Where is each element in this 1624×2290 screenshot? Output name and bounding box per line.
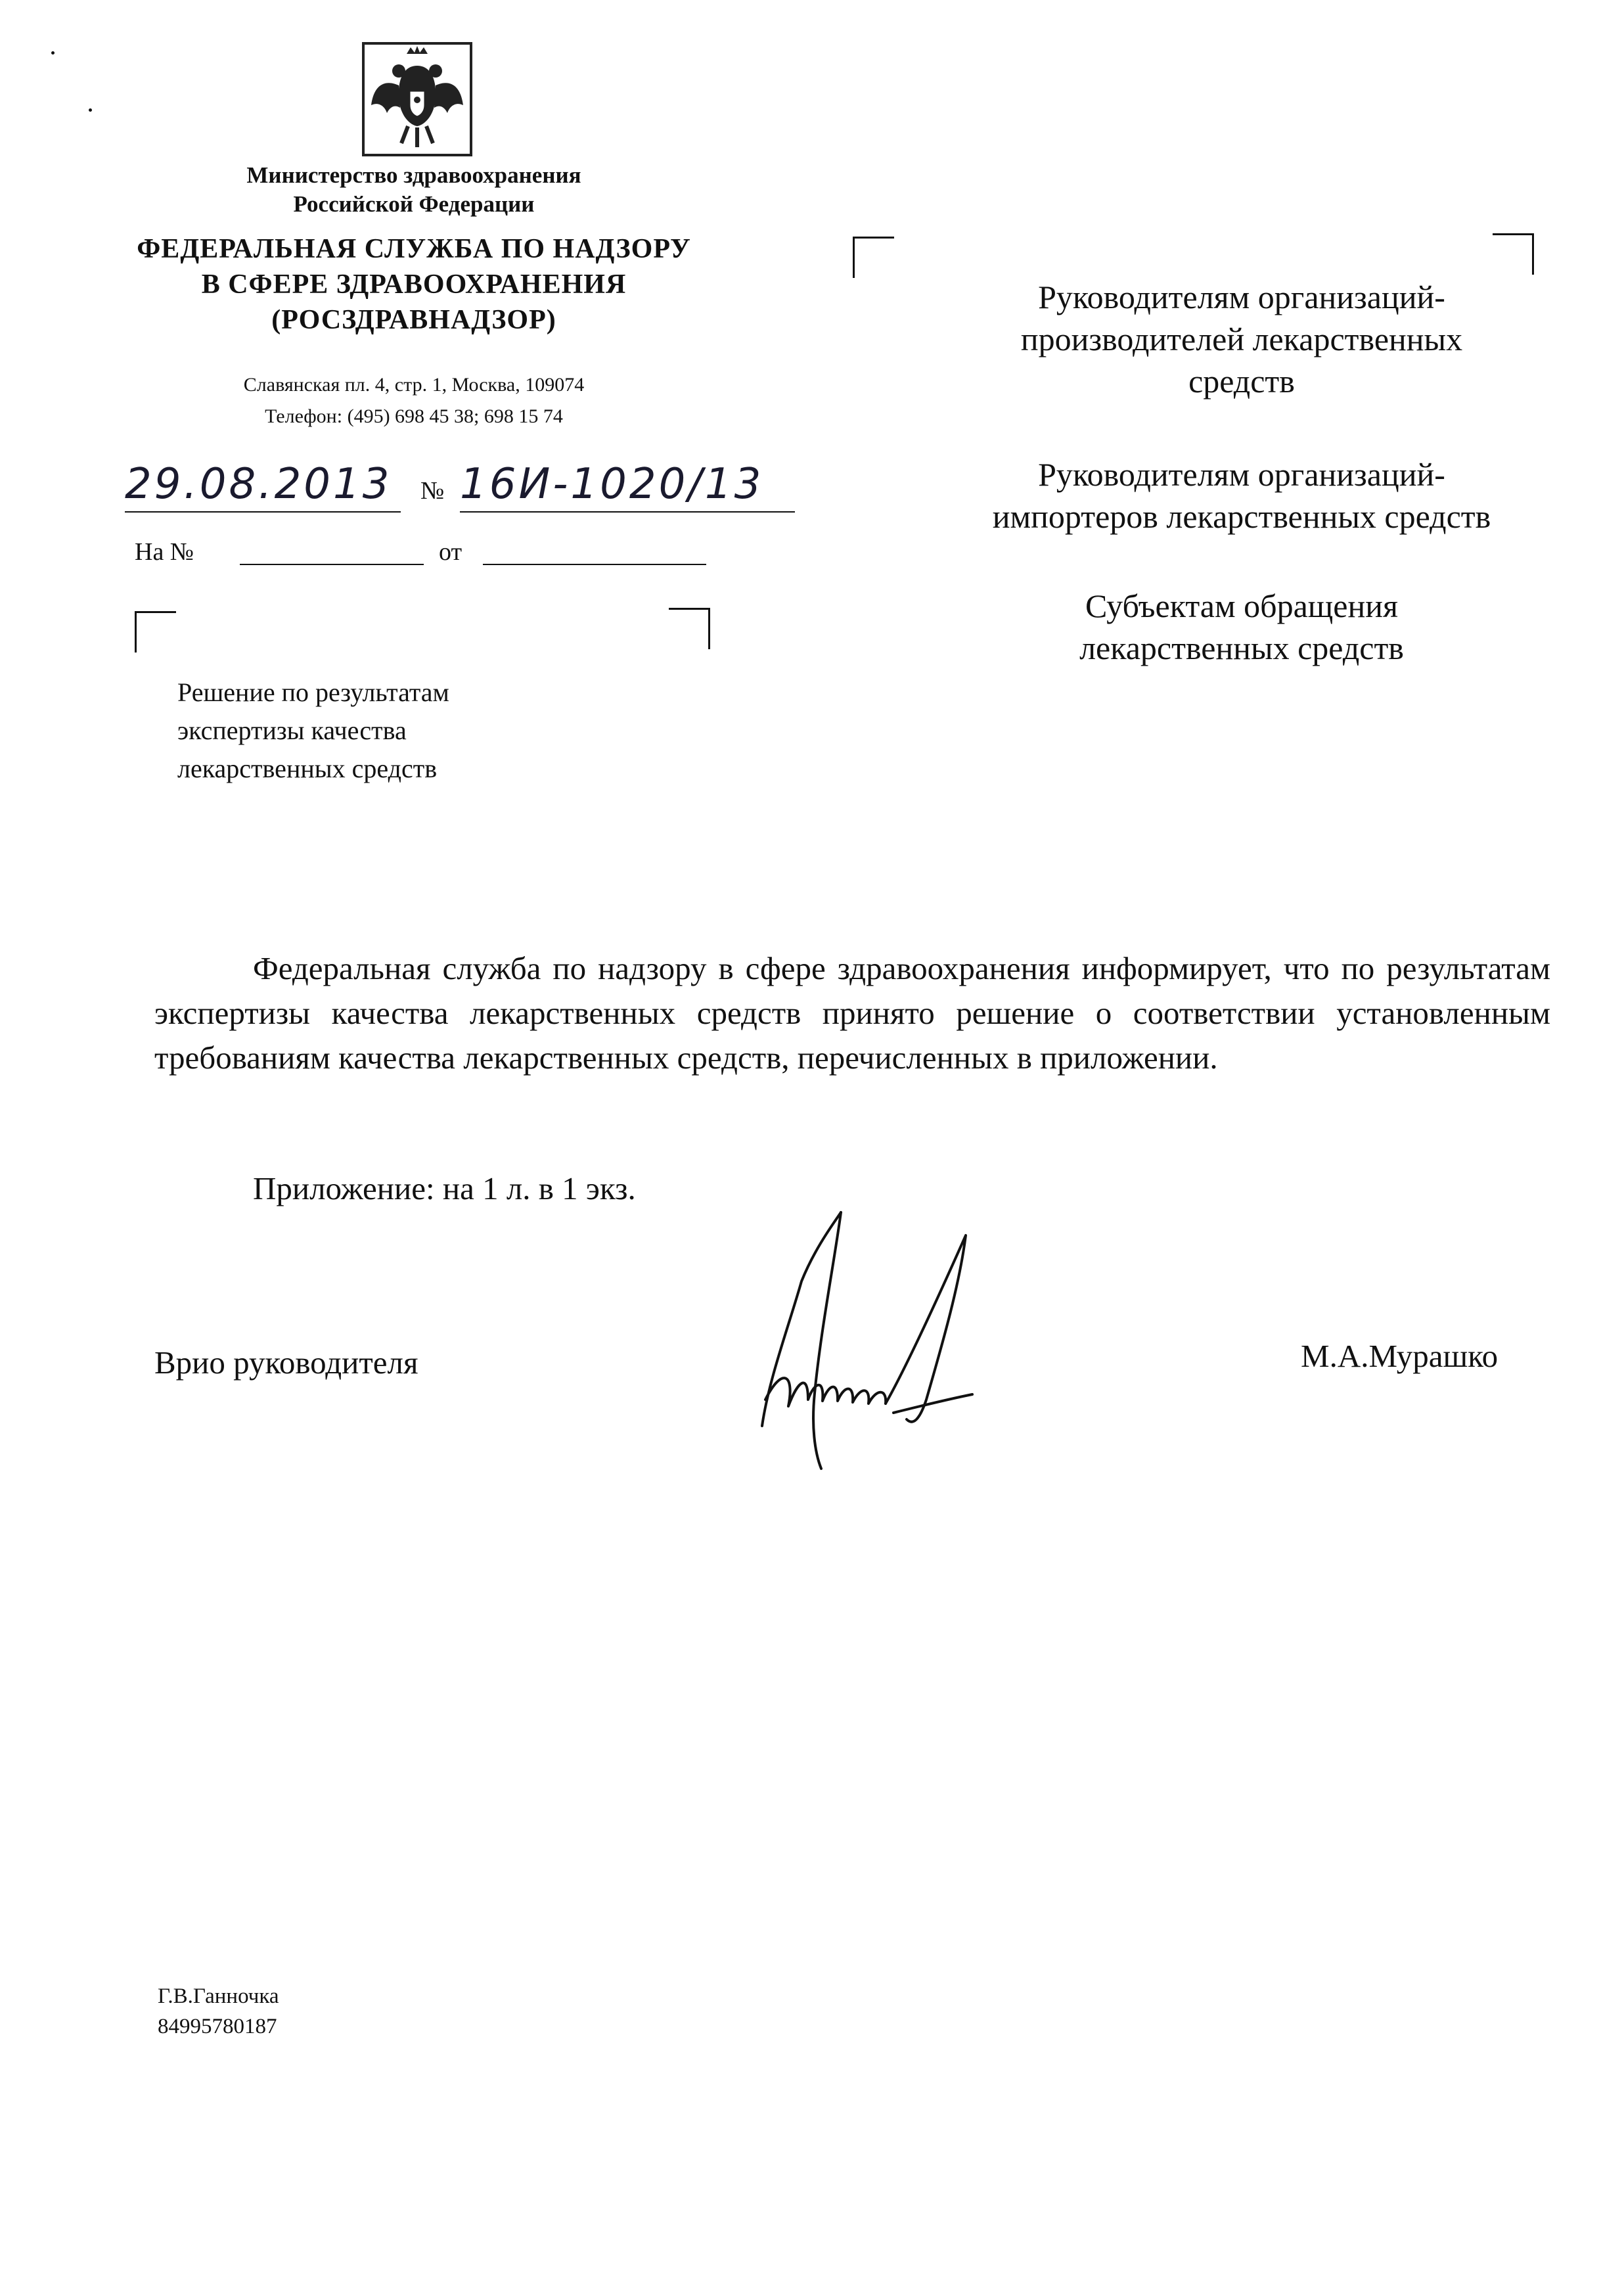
agency-phone: Телефон: (495) 698 45 38; 698 15 74: [265, 405, 563, 427]
subject-block-corner: [135, 611, 176, 653]
reply-to-label: На №: [135, 538, 194, 566]
scan-dot: [89, 108, 92, 112]
agency-name-line2: В СФЕРЕ ЗДРАВООХРАНЕНИЯ: [201, 269, 627, 300]
executor-phone: 84995780187: [158, 2015, 277, 2038]
agency-name-line3: (РОСЗДРАВНАДЗОР): [271, 305, 556, 335]
recipient-3-line2: лекарственных средств: [1079, 630, 1404, 666]
signatory-position: Врио руководителя: [154, 1344, 418, 1381]
number-label: №: [420, 477, 445, 505]
document-date: 29.08.2013: [125, 460, 401, 513]
agency-name-line1: ФЕДЕРАЛЬНАЯ СЛУЖБА ПО НАДЗОРУ: [137, 234, 691, 264]
recipient-2-line1: Руководителям организаций-: [1038, 456, 1445, 493]
ministry-name-line1: Министерство здравоохранения: [246, 162, 581, 188]
recipient-block-corner: [853, 237, 894, 278]
recipient-block-corner: [1493, 233, 1534, 275]
subject-line1: Решение по результатам: [177, 677, 449, 707]
subject-line2: экспертизы качества: [177, 716, 407, 745]
recipient-2-line2: импортеров лекарственных средств: [992, 498, 1491, 535]
coat-of-arms-emblem: [358, 39, 476, 158]
recipient-1-line3: средств: [1188, 363, 1295, 400]
recipient-1-line2: производителей лекарственных: [1020, 321, 1463, 357]
ministry-name-line2: Российской Федерации: [293, 191, 535, 217]
executor-name: Г.В.Ганночка: [158, 1984, 279, 2008]
subject-line3: лекарственных средств: [177, 754, 438, 783]
subject-block-corner: [669, 608, 710, 649]
recipient-1-line1: Руководителям организаций-: [1038, 279, 1445, 315]
body-paragraph: Федеральная служба по надзору в сфере здравоохранения информирует, что по результатам экспертизы качества лекарственных средств принято решение о соответствии установленным требованиям качества лекарственных средств, перечисленных в приложении.: [154, 950, 1550, 1076]
from-date-label: от: [439, 538, 462, 566]
scan-dot: [51, 51, 55, 55]
attachment-note: Приложение: на 1 л. в 1 экз.: [253, 1170, 636, 1206]
signatory-name: М.А.Мурашко: [1301, 1338, 1499, 1374]
handwritten-signature: [742, 1209, 992, 1485]
document-number: 16И-1020/13: [460, 460, 795, 513]
recipient-3-line1: Субъектам обращения: [1085, 587, 1398, 624]
agency-address: Славянская пл. 4, стр. 1, Москва, 109074: [243, 374, 585, 396]
reply-to-number-field: [240, 564, 424, 565]
from-date-field: [483, 564, 706, 565]
